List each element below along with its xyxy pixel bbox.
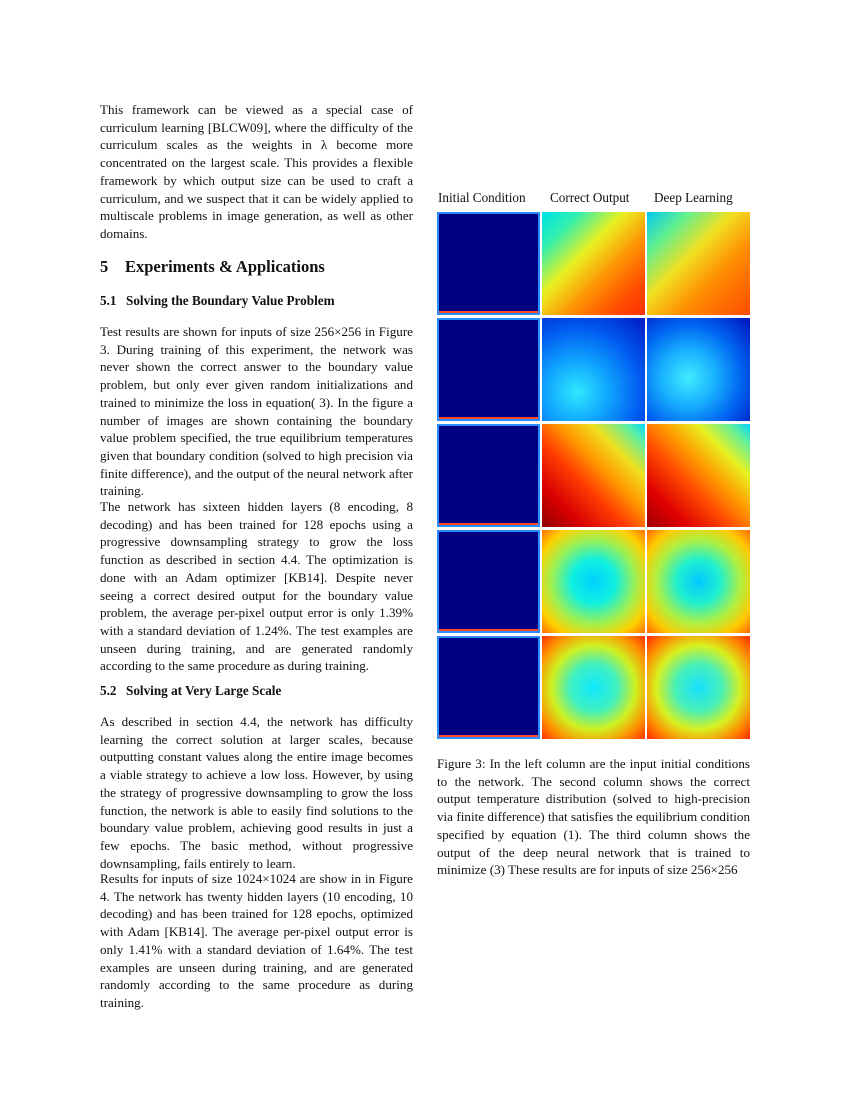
subsection-number: 5.2	[100, 683, 117, 698]
subsection-heading-large-scale	[100, 683, 281, 699]
large-scale-paragraph-2: Results for inputs of size 1024×1024 are show in in Figure 4. The network has twenty hidden layers (10 encoding, 10 decoding) and has been trained for 128 epochs, optimized with Adam [KB14]. The average per-pixel output error is only 1.41% with a standard deviation of 1.64%. The test examples are unseen during training, and are generated randomly according to the same procedure as during training.	[100, 871, 413, 1010]
correct-output-image	[542, 530, 645, 633]
subsection-heading-boundary-value	[100, 293, 335, 309]
figure-column-header-deep: Deep Learning	[654, 190, 733, 205]
subsection-number: 5.1	[100, 293, 117, 308]
subsection-title: Solving at Very Large Scale	[126, 683, 282, 698]
initial-condition-image	[437, 318, 540, 421]
deep-learning-output-image	[647, 318, 750, 421]
subsection-title: Solving the Boundary Value Problem	[126, 293, 335, 308]
deep-learning-output-image	[647, 424, 750, 527]
initial-condition-image	[437, 424, 540, 527]
section-title: Experiments & Applications	[125, 257, 325, 276]
correct-output-image	[542, 212, 645, 315]
initial-condition-image	[437, 636, 540, 739]
boundary-value-paragraph-1: Test results are shown for inputs of size 256×256 in Figure 3. During training of this experiment, the network was never shown the correct answer to the boundary value problem, but only ever given random initializations and trained to minimize the loss in equation( 3). In the figure a number of images are shown containing the boundary value problem specified, the true equilibrium temperatures given that boundary condition (solved to high precision via finite difference), and the output of the neural network after training.	[100, 324, 413, 499]
section-number: 5	[100, 257, 109, 276]
intro-paragraph: This framework can be viewed as a special case of curriculum learning [BLCW09], where the difficulty of the curriculum scales as the weights in λ become more concentrated on the largest scale. This provides a flexible framework by which output size can be used to craft a curriculum, and we suspect that it can be widely applied to multiscale problems in image generation, as well as other domains.	[100, 102, 413, 241]
deep-learning-output-image	[647, 212, 750, 315]
correct-output-image	[542, 318, 645, 421]
correct-output-image	[542, 636, 645, 739]
initial-condition-image	[437, 212, 540, 315]
figure-column-header-correct: Correct Output	[550, 190, 630, 205]
initial-condition-image	[437, 530, 540, 633]
figure-3-image-grid	[437, 212, 750, 739]
figure-column-header-initial: Initial Condition	[438, 190, 526, 205]
deep-learning-output-image	[647, 636, 750, 739]
figure-3-caption: Figure 3: In the left column are the input initial conditions to the network. The second column shows the correct output temperature distribution (solved to high-precision via finite difference) that satisfies the equilibrium condition specified by equation (1). The third column shows the output of the deep neural network that is trained to minimize (3) These results are for inputs of size 256×256	[437, 756, 750, 878]
large-scale-paragraph-1: As described in section 4.4, the network has difficulty learning the correct solution at larger scales, because outputting constant values along the entire image becomes a viable strategy to achieve a low loss. However, by using the strategy of progressive downsampling to grow the loss function, the network is able to easily find solutions to the boundary value problem, achieving good results in just a few epochs. The basic method, without progressive downsampling, fails entirely to learn.	[100, 714, 413, 871]
deep-learning-output-image	[647, 530, 750, 633]
correct-output-image	[542, 424, 645, 527]
boundary-value-paragraph-2: The network has sixteen hidden layers (8 encoding, 8 decoding) and has been trained for 128 epochs using a progressive downsampling strategy to grow the loss function as described in section 4.4. The optimization is done with an Adam optimizer [KB14]. Despite never seeing a correct desired output for the boundary value problem, the average per-pixel output error is only 1.39% with a standard deviation of 1.24%. The test examples are unseen during training, and are generated randomly according to the same procedure as during training.	[100, 499, 413, 674]
section-heading-experiments	[100, 257, 325, 277]
